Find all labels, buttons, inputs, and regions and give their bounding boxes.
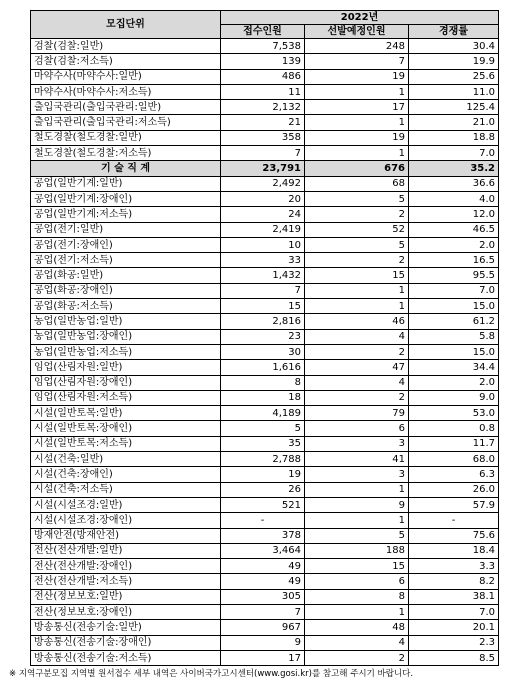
planned-cell: 4 bbox=[305, 375, 409, 390]
unit-cell: 공업(화공:저소득) bbox=[31, 299, 221, 314]
table-row bbox=[31, 406, 499, 421]
table-row bbox=[31, 344, 499, 359]
summary-row bbox=[31, 161, 499, 176]
table-row bbox=[31, 620, 499, 635]
applicants-cell: 23,791 bbox=[221, 161, 305, 176]
planned-cell: 2 bbox=[305, 344, 409, 359]
ratio-cell: 2.0 bbox=[409, 237, 499, 252]
table-row bbox=[31, 513, 499, 528]
applicants-cell: 2,492 bbox=[221, 176, 305, 191]
planned-cell: 7 bbox=[305, 54, 409, 69]
table-row bbox=[31, 314, 499, 329]
applicants-cell: 4,189 bbox=[221, 406, 305, 421]
ratio-cell: 7.0 bbox=[409, 604, 499, 619]
ratio-cell: 26.0 bbox=[409, 482, 499, 497]
unit-cell: 공업(전기:저소득) bbox=[31, 253, 221, 268]
applicants-cell: 15 bbox=[221, 299, 305, 314]
table-row bbox=[31, 191, 499, 206]
applicants-cell: 26 bbox=[221, 482, 305, 497]
ratio-cell: 8.5 bbox=[409, 650, 499, 665]
applicants-cell: 18 bbox=[221, 390, 305, 405]
applicants-cell: 20 bbox=[221, 191, 305, 206]
ratio-cell: 15.0 bbox=[409, 344, 499, 359]
year-header: 2022년 bbox=[221, 11, 499, 25]
table-row bbox=[31, 650, 499, 665]
planned-cell: 1 bbox=[305, 604, 409, 619]
planned-cell: 6 bbox=[305, 421, 409, 436]
table-row bbox=[31, 604, 499, 619]
unit-cell: 공업(일반기계:저소득) bbox=[31, 207, 221, 222]
unit-cell: 방재안전(방재안전) bbox=[31, 528, 221, 543]
planned-cell: 6 bbox=[305, 574, 409, 589]
unit-cell: 마약수사(마약수사:일반) bbox=[31, 69, 221, 84]
ratio-cell: 18.8 bbox=[409, 130, 499, 145]
applicants-cell: 2,419 bbox=[221, 222, 305, 237]
unit-cell: 방송통신(전송기술:장애인) bbox=[31, 635, 221, 650]
planned-cell: 1 bbox=[305, 482, 409, 497]
unit-cell: 임업(산림자원:장애인) bbox=[31, 375, 221, 390]
table-row bbox=[31, 237, 499, 252]
planned-cell: 1 bbox=[305, 299, 409, 314]
ratio-cell: 95.5 bbox=[409, 268, 499, 283]
unit-cell: 공업(화공:일반) bbox=[31, 268, 221, 283]
ratio-header: 경쟁률 bbox=[409, 25, 499, 39]
ratio-cell: 11.0 bbox=[409, 84, 499, 99]
applicants-cell: - bbox=[221, 513, 305, 528]
table-row bbox=[31, 207, 499, 222]
ratio-cell: 25.6 bbox=[409, 69, 499, 84]
unit-cell: 시설(건축:저소득) bbox=[31, 482, 221, 497]
planned-cell: 52 bbox=[305, 222, 409, 237]
applicants-cell: 7,538 bbox=[221, 39, 305, 54]
table-row bbox=[31, 146, 499, 161]
applicants-cell: 35 bbox=[221, 436, 305, 451]
ratio-cell: 18.4 bbox=[409, 543, 499, 558]
table-row bbox=[31, 39, 499, 54]
ratio-cell: 38.1 bbox=[409, 589, 499, 604]
table-row bbox=[31, 421, 499, 436]
table-row bbox=[31, 130, 499, 145]
table-row bbox=[31, 528, 499, 543]
unit-cell: 시설(일반토목:일반) bbox=[31, 406, 221, 421]
planned-cell: 9 bbox=[305, 497, 409, 512]
unit-cell: 시설(건축:장애인) bbox=[31, 467, 221, 482]
planned-cell: 676 bbox=[305, 161, 409, 176]
unit-header: 모집단위 bbox=[31, 11, 221, 39]
table-row bbox=[31, 452, 499, 467]
unit-cell: 기 술 직 계 bbox=[31, 161, 221, 176]
applicants-cell: 358 bbox=[221, 130, 305, 145]
unit-cell: 전산(전산개발:장애인) bbox=[31, 559, 221, 574]
ratio-cell: 11.7 bbox=[409, 436, 499, 451]
planned-cell: 46 bbox=[305, 314, 409, 329]
applicants-cell: 2,788 bbox=[221, 452, 305, 467]
ratio-cell: 2.3 bbox=[409, 635, 499, 650]
applicants-cell: 486 bbox=[221, 69, 305, 84]
ratio-cell: 53.0 bbox=[409, 406, 499, 421]
ratio-cell: 15.0 bbox=[409, 299, 499, 314]
applicants-cell: 5 bbox=[221, 421, 305, 436]
planned-cell: 5 bbox=[305, 237, 409, 252]
planned-cell: 2 bbox=[305, 207, 409, 222]
planned-cell: 47 bbox=[305, 360, 409, 375]
planned-cell: 48 bbox=[305, 620, 409, 635]
table-row bbox=[31, 283, 499, 298]
unit-cell: 임업(산림자원:저소득) bbox=[31, 390, 221, 405]
planned-cell: 188 bbox=[305, 543, 409, 558]
applicants-cell: 378 bbox=[221, 528, 305, 543]
unit-cell: 공업(전기:장애인) bbox=[31, 237, 221, 252]
applicants-cell: 7 bbox=[221, 283, 305, 298]
table-row bbox=[31, 543, 499, 558]
applicants-cell: 7 bbox=[221, 604, 305, 619]
table-row bbox=[31, 222, 499, 237]
table-row bbox=[31, 115, 499, 130]
applicants-cell: 8 bbox=[221, 375, 305, 390]
applicants-cell: 19 bbox=[221, 467, 305, 482]
unit-cell: 전산(전산개발:일반) bbox=[31, 543, 221, 558]
planned-cell: 5 bbox=[305, 528, 409, 543]
applicants-cell: 1,616 bbox=[221, 360, 305, 375]
ratio-cell: 2.0 bbox=[409, 375, 499, 390]
ratio-cell: 9.0 bbox=[409, 390, 499, 405]
planned-cell: 2 bbox=[305, 253, 409, 268]
planned-cell: 4 bbox=[305, 329, 409, 344]
ratio-cell: 36.6 bbox=[409, 176, 499, 191]
ratio-cell: 35.2 bbox=[409, 161, 499, 176]
applicants-header: 접수인원 bbox=[221, 25, 305, 39]
unit-cell: 출입국관리(출입국관리:저소득) bbox=[31, 115, 221, 130]
unit-cell: 전산(전산개발:저소득) bbox=[31, 574, 221, 589]
table-row bbox=[31, 482, 499, 497]
ratio-cell: 46.5 bbox=[409, 222, 499, 237]
ratio-cell: 125.4 bbox=[409, 100, 499, 115]
table-row bbox=[31, 635, 499, 650]
table-row bbox=[31, 268, 499, 283]
ratio-cell: 6.3 bbox=[409, 467, 499, 482]
unit-cell: 농업(일반농업:일반) bbox=[31, 314, 221, 329]
applicants-cell: 521 bbox=[221, 497, 305, 512]
planned-cell: 4 bbox=[305, 635, 409, 650]
applicants-cell: 49 bbox=[221, 574, 305, 589]
planned-cell: 15 bbox=[305, 559, 409, 574]
ratio-cell: 8.2 bbox=[409, 574, 499, 589]
unit-cell: 시설(시설조경:일반) bbox=[31, 497, 221, 512]
ratio-cell: - bbox=[409, 513, 499, 528]
applicants-cell: 139 bbox=[221, 54, 305, 69]
planned-cell: 15 bbox=[305, 268, 409, 283]
table-row bbox=[31, 176, 499, 191]
ratio-cell: 21.0 bbox=[409, 115, 499, 130]
table-row bbox=[31, 253, 499, 268]
applicants-cell: 1,432 bbox=[221, 268, 305, 283]
table-row bbox=[31, 375, 499, 390]
table-row bbox=[31, 100, 499, 115]
ratio-cell: 75.6 bbox=[409, 528, 499, 543]
table-row bbox=[31, 574, 499, 589]
table-row bbox=[31, 84, 499, 99]
ratio-cell: 4.0 bbox=[409, 191, 499, 206]
ratio-cell: 0.8 bbox=[409, 421, 499, 436]
ratio-cell: 12.0 bbox=[409, 207, 499, 222]
unit-cell: 공업(전기:일반) bbox=[31, 222, 221, 237]
planned-cell: 3 bbox=[305, 436, 409, 451]
table-row bbox=[31, 360, 499, 375]
unit-cell: 철도경찰(철도경찰:저소득) bbox=[31, 146, 221, 161]
planned-cell: 79 bbox=[305, 406, 409, 421]
planned-cell: 2 bbox=[305, 390, 409, 405]
unit-cell: 농업(일반농업:장애인) bbox=[31, 329, 221, 344]
table-row bbox=[31, 54, 499, 69]
unit-cell: 시설(건축:일반) bbox=[31, 452, 221, 467]
applicants-cell: 49 bbox=[221, 559, 305, 574]
unit-cell: 시설(일반토목:장애인) bbox=[31, 421, 221, 436]
planned-cell: 19 bbox=[305, 69, 409, 84]
planned-cell: 8 bbox=[305, 589, 409, 604]
planned-cell: 1 bbox=[305, 513, 409, 528]
ratio-cell: 20.1 bbox=[409, 620, 499, 635]
planned-cell: 1 bbox=[305, 283, 409, 298]
ratio-cell: 61.2 bbox=[409, 314, 499, 329]
applicants-cell: 23 bbox=[221, 329, 305, 344]
recruitment-table bbox=[30, 10, 499, 666]
table-row bbox=[31, 390, 499, 405]
ratio-cell: 16.5 bbox=[409, 253, 499, 268]
unit-cell: 검찰(검찰:저소득) bbox=[31, 54, 221, 69]
ratio-cell: 30.4 bbox=[409, 39, 499, 54]
unit-cell: 전산(정보보호:장애인) bbox=[31, 604, 221, 619]
planned-header: 선발예정인원 bbox=[305, 25, 409, 39]
table-row bbox=[31, 559, 499, 574]
applicants-cell: 2,132 bbox=[221, 100, 305, 115]
table-row bbox=[31, 467, 499, 482]
ratio-cell: 3.3 bbox=[409, 559, 499, 574]
applicants-cell: 11 bbox=[221, 84, 305, 99]
planned-cell: 1 bbox=[305, 146, 409, 161]
unit-cell: 공업(일반기계:일반) bbox=[31, 176, 221, 191]
unit-cell: 임업(산림자원:일반) bbox=[31, 360, 221, 375]
applicants-cell: 24 bbox=[221, 207, 305, 222]
planned-cell: 1 bbox=[305, 115, 409, 130]
applicants-cell: 10 bbox=[221, 237, 305, 252]
applicants-cell: 21 bbox=[221, 115, 305, 130]
planned-cell: 17 bbox=[305, 100, 409, 115]
planned-cell: 2 bbox=[305, 650, 409, 665]
planned-cell: 19 bbox=[305, 130, 409, 145]
unit-cell: 전산(정보보호:일반) bbox=[31, 589, 221, 604]
unit-cell: 공업(화공:장애인) bbox=[31, 283, 221, 298]
applicants-cell: 17 bbox=[221, 650, 305, 665]
applicants-cell: 7 bbox=[221, 146, 305, 161]
ratio-cell: 57.9 bbox=[409, 497, 499, 512]
unit-cell: 출입국관리(출입국관리:일반) bbox=[31, 100, 221, 115]
unit-cell: 철도경찰(철도경찰:일반) bbox=[31, 130, 221, 145]
unit-cell: 시설(시설조경:장애인) bbox=[31, 513, 221, 528]
planned-cell: 68 bbox=[305, 176, 409, 191]
ratio-cell: 19.9 bbox=[409, 54, 499, 69]
applicants-cell: 9 bbox=[221, 635, 305, 650]
planned-cell: 3 bbox=[305, 467, 409, 482]
unit-cell: 방송통신(전송기술:저소득) bbox=[31, 650, 221, 665]
applicants-cell: 2,816 bbox=[221, 314, 305, 329]
planned-cell: 5 bbox=[305, 191, 409, 206]
applicants-cell: 305 bbox=[221, 589, 305, 604]
table-row bbox=[31, 69, 499, 84]
table-row bbox=[31, 436, 499, 451]
ratio-cell: 5.8 bbox=[409, 329, 499, 344]
applicants-cell: 967 bbox=[221, 620, 305, 635]
table-row bbox=[31, 589, 499, 604]
unit-cell: 농업(일반농업:저소득) bbox=[31, 344, 221, 359]
footnote: ※ 지역구분모집 지역별 원서접수 세부 내역은 사이버국가고시센터(www.gosi.kr)를 참고해 주시기 바랍니다. bbox=[9, 669, 414, 679]
table-body bbox=[31, 39, 499, 666]
applicants-cell: 33 bbox=[221, 253, 305, 268]
table-row bbox=[31, 299, 499, 314]
planned-cell: 41 bbox=[305, 452, 409, 467]
applicants-cell: 3,464 bbox=[221, 543, 305, 558]
ratio-cell: 34.4 bbox=[409, 360, 499, 375]
table-row bbox=[31, 497, 499, 512]
unit-cell: 마약수사(마약수사:저소득) bbox=[31, 84, 221, 99]
unit-cell: 시설(일반토목:저소득) bbox=[31, 436, 221, 451]
planned-cell: 248 bbox=[305, 39, 409, 54]
ratio-cell: 7.0 bbox=[409, 146, 499, 161]
planned-cell: 1 bbox=[305, 84, 409, 99]
ratio-cell: 68.0 bbox=[409, 452, 499, 467]
unit-cell: 공업(일반기계:장애인) bbox=[31, 191, 221, 206]
unit-cell: 검찰(검찰:일반) bbox=[31, 39, 221, 54]
applicants-cell: 30 bbox=[221, 344, 305, 359]
ratio-cell: 7.0 bbox=[409, 283, 499, 298]
table-row bbox=[31, 329, 499, 344]
unit-cell: 방송통신(전송기술:일반) bbox=[31, 620, 221, 635]
